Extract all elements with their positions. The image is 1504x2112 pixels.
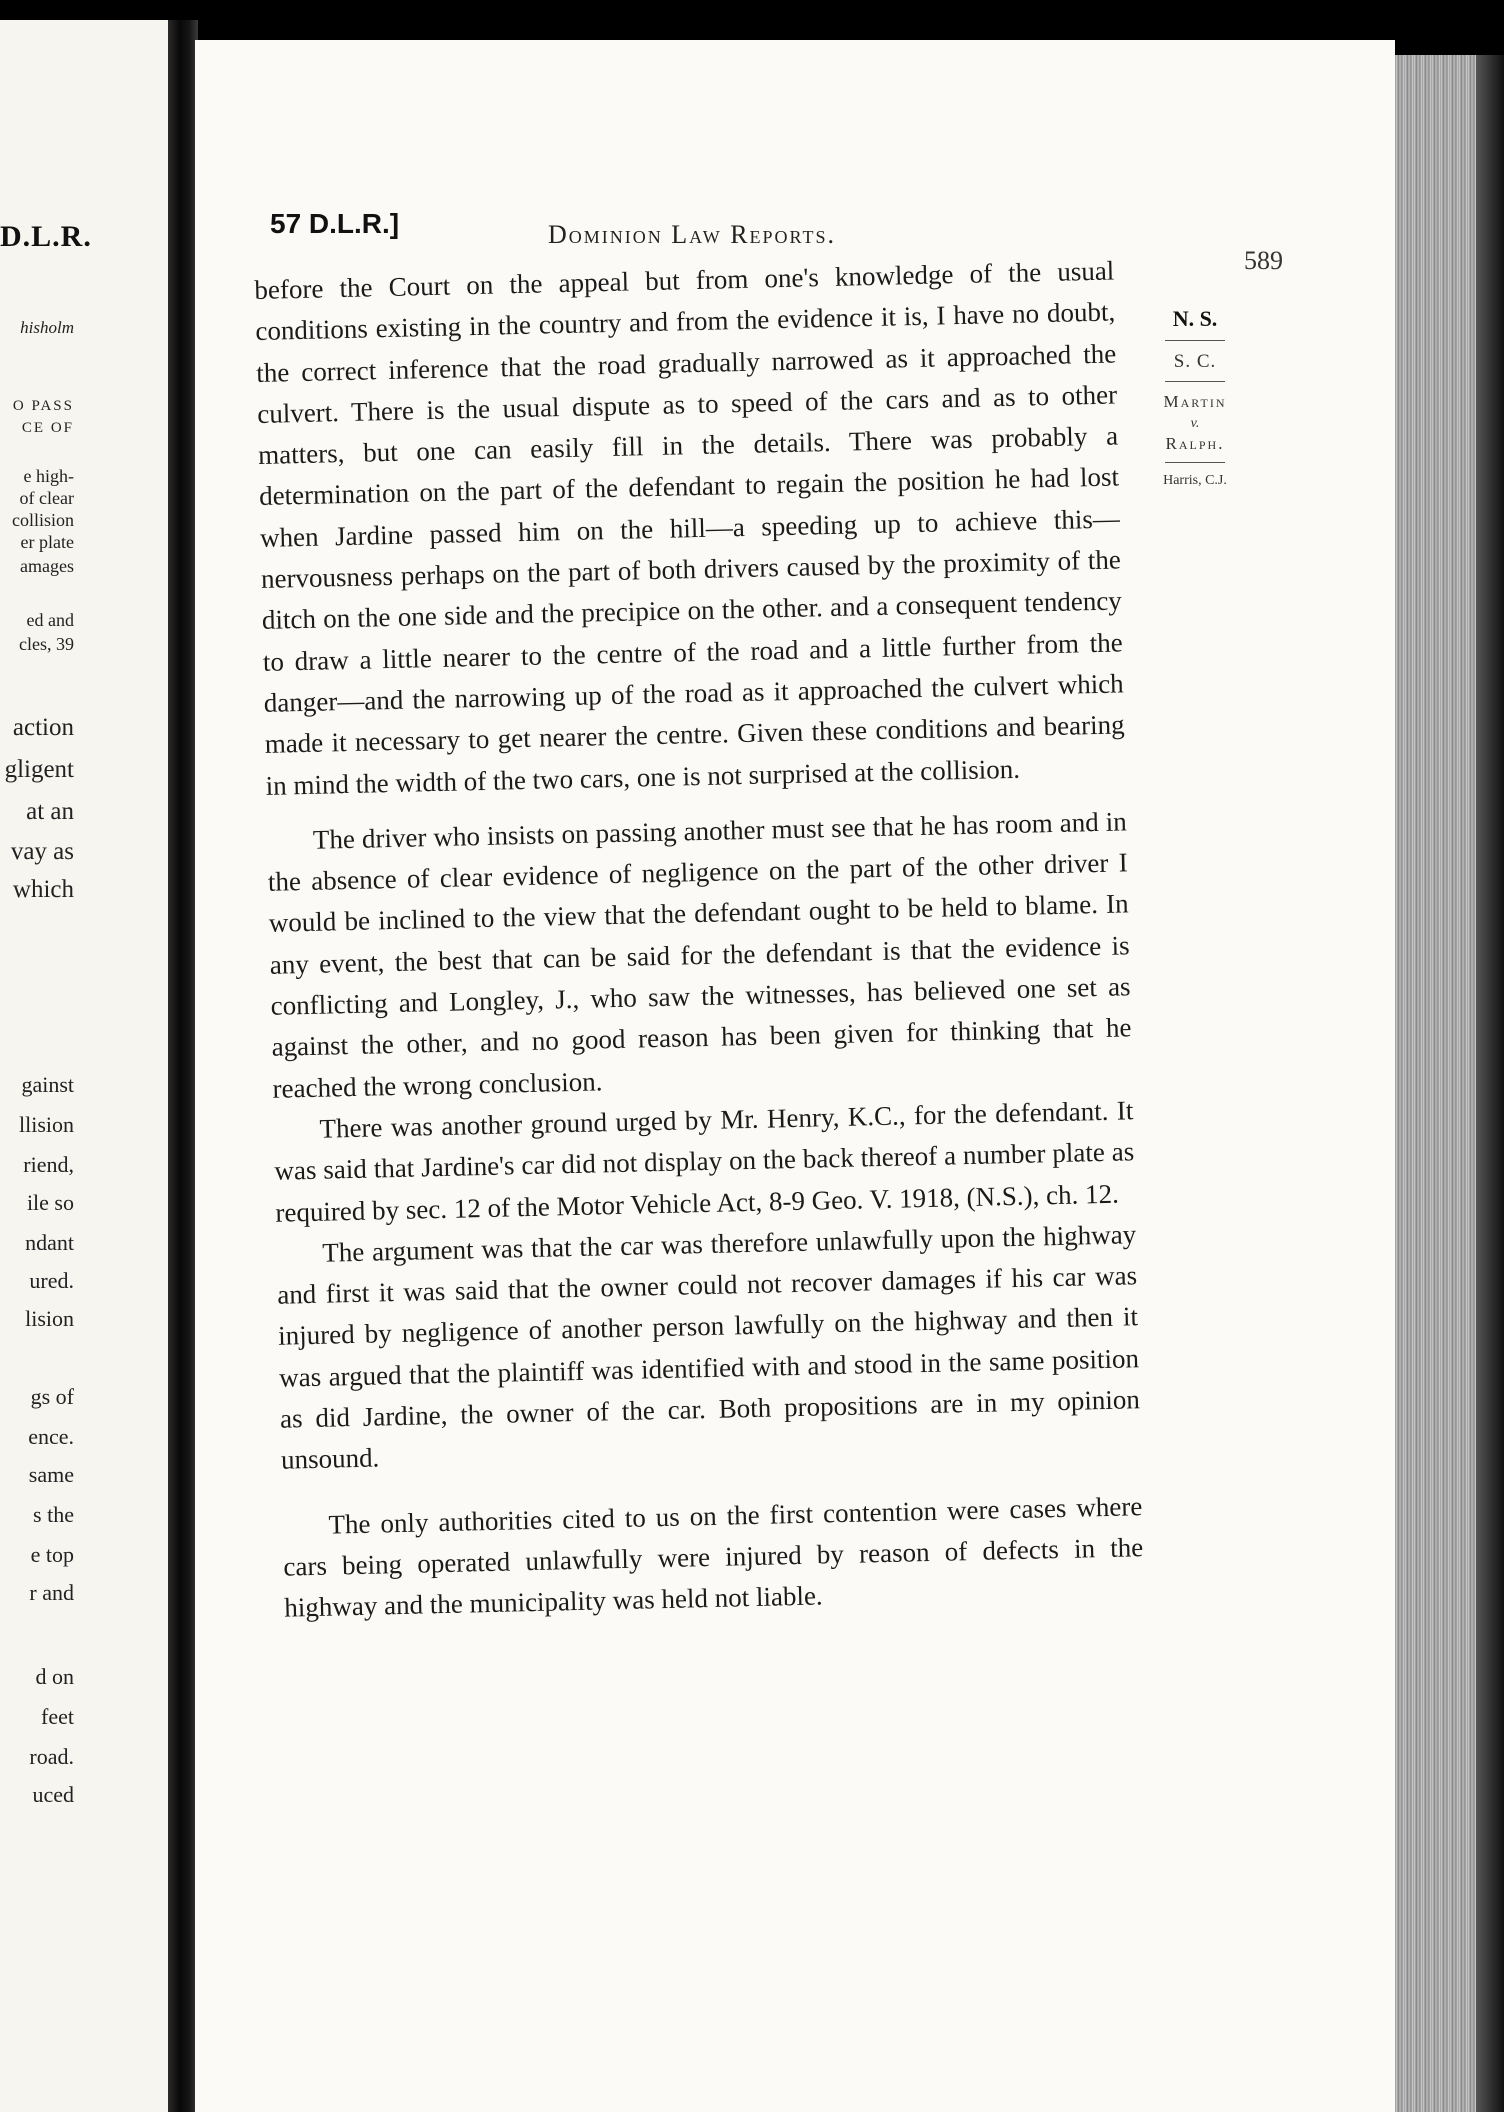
defendant-name: Ralph. xyxy=(1165,434,1225,453)
left-page-fragment: uced xyxy=(32,1782,74,1807)
left-page-fragment: which xyxy=(12,876,74,903)
left-page-fragment: gs of xyxy=(30,1384,74,1409)
book-gutter xyxy=(168,20,198,2112)
left-page-fragment: gainst xyxy=(21,1072,74,1097)
left-page-fragment: collision xyxy=(12,510,74,530)
paragraph: There was another ground urged by Mr. Henry, K.C., for the defendant. It was said that Jardine's car did not display on the back thereof a number plate as required by sec. 12 of the Motor Vehicle Act, 8-9 Geo. V. 1918, (N.S.), ch. 12. xyxy=(274,1095,1135,1228)
left-page-fragment: gligent xyxy=(4,756,74,783)
left-page-fragment: ed and xyxy=(26,610,74,630)
left-page-fragment: er plate xyxy=(20,532,74,552)
left-page-fragment: lision xyxy=(25,1306,74,1331)
court: S. C. xyxy=(1173,351,1217,372)
paragraph: before the Court on the appeal but from one's knowledge of the usual conditions existing in the country and from the evidence it is, I have no doubt, the correct inference that the road gradually narrowed as it approached the culvert. There is the usual dispute as to speed of the cars and as to other matters, but one can easily fill in the details. There was probably a determination on the part of the defendant to regain the position he had lost when Jardine passed him on the hill—a speeding up to achieve this—nervousness perhaps on the part of both drivers caused by the proximity of the ditch on the one side and the precipice on the other. and a consequent tendency to draw a little nearer to the centre of the road and a little further from the danger—and the narrowing up of the road as it approached the culvert which made it necessary to get nearer the centre. Given these conditions and bearing in mind the width of the two cars, one is not surprised at the collision. xyxy=(254,255,1125,801)
left-page-fragment: of clear xyxy=(19,488,74,508)
left-page-fragment: road. xyxy=(29,1744,74,1769)
judge-name: Harris, C.J. xyxy=(1163,473,1227,488)
paragraph: The only authorities cited to us on the first contention were cases where cars being operated unlawfully were injured by reason of defects in the highway and the municipality was held not liable. xyxy=(283,1490,1144,1623)
jurisdiction: N. S. xyxy=(1172,306,1218,331)
left-page-fragment: at an xyxy=(26,798,74,825)
volume-reference: 57 D.L.R.] xyxy=(270,208,400,239)
versus: v. xyxy=(1190,416,1200,431)
divider xyxy=(1165,462,1225,463)
left-page-fragment: vay as xyxy=(10,838,74,865)
judgment-text xyxy=(254,250,1145,1629)
margin-notes xyxy=(1140,306,1250,503)
paragraph: The driver who insists on passing another must see that he has room and in the absence of clear evidence of negligence on the part of the other driver I would be inclined to the view that the defendant ought to be held to blame. In any event, the best that can be said for the defendant is that the evidence is conflicting and Longley, J., who saw the witnesses, has believed one set as against the other, and no good reason has been given for thinking that he reached the wrong conclusion. xyxy=(267,806,1132,1104)
left-page-fragment: llision xyxy=(18,1112,74,1137)
left-page-fragment: e top xyxy=(30,1542,74,1567)
left-page-fragment: r and xyxy=(29,1580,74,1605)
running-title: Dominion Law Reports. xyxy=(548,220,836,249)
left-page-fragment: s the xyxy=(33,1502,74,1527)
left-page-fragment: O PASS xyxy=(12,398,74,414)
plaintiff-name: Martin xyxy=(1163,392,1227,411)
left-page-fragment: CE OF xyxy=(21,420,74,436)
page-edges xyxy=(1395,55,1504,2112)
left-page-fragment: riend, xyxy=(23,1152,74,1177)
left-page-fragment: ile so xyxy=(26,1190,74,1215)
paragraph: The argument was that the car was therefore unlawfully upon the highway and first it was said that the owner could not recover damages if his car was injured by negligence of another person lawfully on the highway and then it was argued that the plaintiff was identified with and stood in the same position as did Jardine, the owner of the car. Both propositions are in my opinion unsound. xyxy=(276,1219,1141,1476)
left-page-fragment: amages xyxy=(20,556,74,576)
left-page-header: D.L.R. xyxy=(0,220,92,253)
left-page-fragment: e high- xyxy=(23,466,74,486)
left-page-fragment: ured. xyxy=(29,1268,74,1293)
divider xyxy=(1165,340,1225,341)
left-page-fragment: hisholm xyxy=(20,318,74,337)
page-number: 589 xyxy=(1244,246,1283,275)
left-page-fragment: d on xyxy=(35,1664,74,1689)
scan-background-top xyxy=(0,0,1504,40)
left-page-fragment: action xyxy=(12,714,74,741)
left-page-fragment: ence. xyxy=(28,1424,74,1449)
left-page-fragment: ndant xyxy=(25,1230,74,1255)
left-page-fragment: feet xyxy=(41,1704,74,1729)
left-page-fragment: same xyxy=(28,1462,74,1487)
left-page-fragment: cles, 39 xyxy=(19,634,74,654)
left-facing-page xyxy=(0,20,170,2112)
divider xyxy=(1165,381,1225,382)
